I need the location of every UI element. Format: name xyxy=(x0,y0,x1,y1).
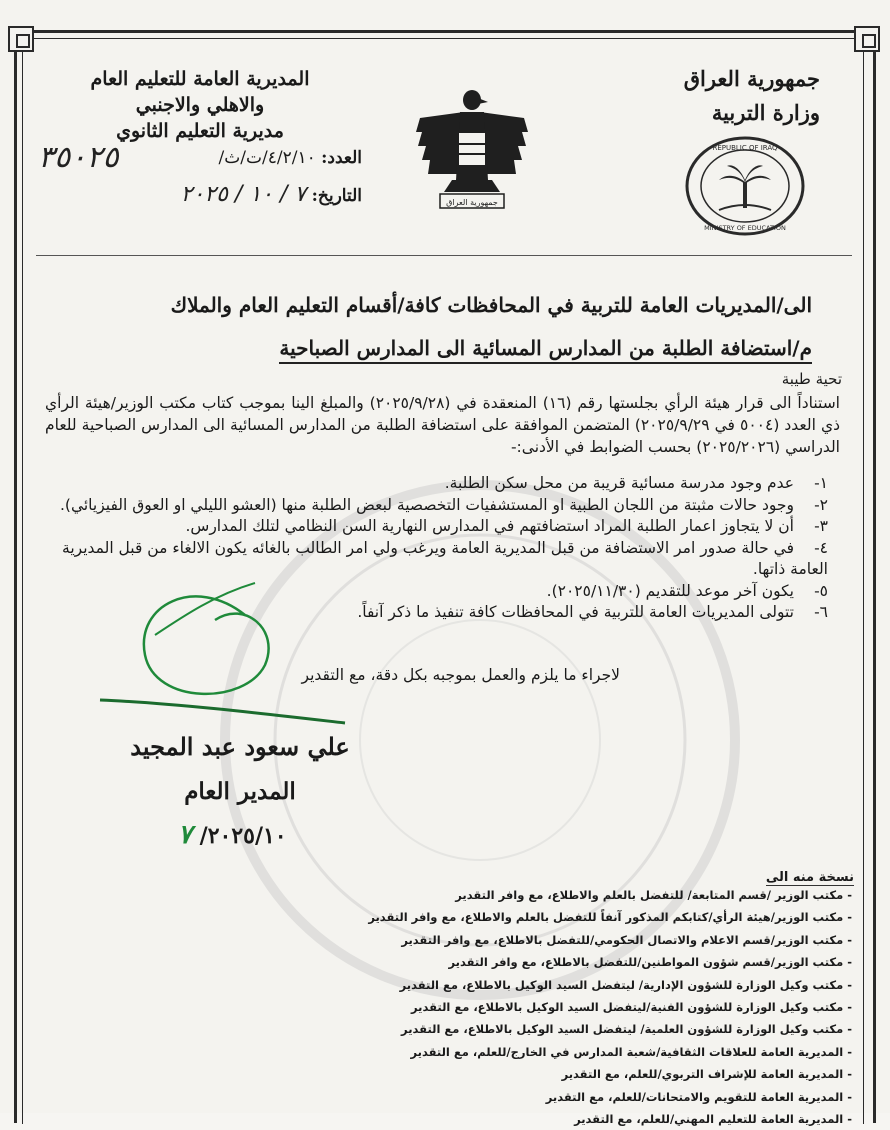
copy-recipient: - مكتب الوزير/قسم الاعلام والاتصال الحكومي/للتفضل بالاطلاع، مع وافر التقدير xyxy=(401,932,852,947)
closing-line: لاجراء ما يلزم والعمل بموجبه بكل دقة، مع التقدير xyxy=(301,666,620,684)
copy-recipient: - مكتب الوزير/قسم شؤون المواطنين/للتفضل بالاطلاع، مع وافر التقدير xyxy=(448,955,852,970)
directorate-line-2: والاهلي والاجنبي xyxy=(135,94,265,116)
copy-recipient: - مكتب وكيل الوزارة للشؤون الإدارية/ ليتفضل السيد الوكيل بالاطلاع، مع التقدير xyxy=(399,977,852,992)
handwritten-number: ٣٥٠٢٥ xyxy=(38,140,119,175)
condition-item: ٥-يكون آخر موعد للتقديم (٢٠٢٥/١١/٣٠). xyxy=(546,581,828,600)
reference-number-value: ٤/٢/١٠/ت/ث/ xyxy=(218,148,316,168)
signature-date xyxy=(178,820,287,850)
copy-recipient: - مكتب وكيل الوزارة للشؤون الفنية/ليتفضل السيد الوكيل بالاطلاع، مع التقدير xyxy=(410,1000,852,1015)
copy-recipient: - المديرية العامة للتقويم والامتحانات/للعلم، مع التقدير xyxy=(545,1089,852,1104)
copy-recipient: - المديرية العامة للعلاقات الثقافية/شعبة المدارس في الخارج/للعلم، مع التقدير xyxy=(410,1044,852,1059)
handwritten-signature-icon xyxy=(95,575,385,735)
reference-number-row xyxy=(219,148,362,168)
copy-recipient: - مكتب الوزير /قسم المتابعة/ للتفضل بالعلم والاطلاع، مع وافر التقدير xyxy=(455,888,852,902)
eagle-emblem-icon xyxy=(412,88,532,214)
condition-item: ٤-في حالة صدور امر الاستضافة من قبل المديرية العامة ويرغب ولي امر الطالب بالغائه يكون الالغاء من قبل المديرية العامة ذاتها. xyxy=(62,538,828,578)
signature-date-day: ٧ xyxy=(178,820,192,850)
seal-text-bottom: MINISTRY OF EDUCATION xyxy=(704,224,786,232)
ministry-name: وزارة التربية xyxy=(711,100,820,125)
copy-recipient: - المديرية العامة للتعليم المهني/للعلم، مع التقدير xyxy=(574,1112,852,1127)
reference-number-label: العدد: xyxy=(321,148,362,168)
condition-item: ٣-أن لا يتجاوز اعمار الطلبة المراد استضافتهم في المدارس النهارية السن النظامي لتلك المدارس. xyxy=(185,517,828,535)
reference-date-value: ٧ / ١٠ / ٢٠٢٥ xyxy=(180,182,307,207)
signatory-name: علي سعود عبد المجيد xyxy=(130,732,350,761)
copies-label: نسخة منه الى xyxy=(765,870,854,885)
signatory-title: المدير العام xyxy=(184,778,296,805)
condition-item: ٦-تتولى المديريات العامة للتربية في المحافظات كافة تنفيذ ما ذكر آنفاً. xyxy=(357,603,828,621)
ministry-seal-icon xyxy=(683,134,807,238)
condition-item: ١-عدم وجود مدرسة مسائية قريبة من محل سكن الطلبة. xyxy=(444,474,828,492)
corner-ornament-right xyxy=(854,26,880,52)
copy-recipient: - المديرية العامة للإشراف التربوي/للعلم، مع التقدير xyxy=(561,1067,852,1082)
addressee-line: الى/المديريات العامة للتربية في المحافظات كافة/أقسام التعليم العام والملاك xyxy=(170,293,812,317)
directorate-line-3: مديرية التعليم الثانوي xyxy=(116,120,284,142)
emblem-caption: جمهورية العراق xyxy=(446,198,498,207)
condition-item: ٢-وجود حالات مثبتة من اللجان الطبية او المستشفيات التخصصية لبعض الطلبة منها (العشو الليلي او العوق الفيزيائي). xyxy=(59,495,828,514)
copy-recipient: - مكتب وكيل الوزارة للشؤون العلمية/ ليتفضل السيد الوكيل بالاطلاع، مع التقدير xyxy=(401,1022,852,1037)
body-paragraph: استناداً الى قرار هيئة الرأي بجلستها رقم (١٦) المنعقدة في (٢٠٢٥/٩/٢٨) والمبلغ الينا بموجب كتاب مكتب الوزير/هيئة الرأي ذي العدد (٥٠٠٤ في ٢٠٢٥/٩/٢٩) المتضمن الموافقة على استضافة الطلبة من المدارس المسائية الى المدارس الصباحية للعام الدراسي (٢٠٢٥/٢٠٢٦) بحسب الضوابط في الأدنى:- xyxy=(45,394,841,456)
copy-recipient: - مكتب الوزير/هيئة الرأي/كتابكم المذكور آنفاً للتفضل بالعلم والاطلاع، مع وافر التقدير xyxy=(368,910,852,925)
subject-line: م/استضافة الطلبة من المدارس المسائية الى المدارس الصباحية xyxy=(279,336,812,364)
copies-list xyxy=(352,884,852,1130)
seal-text-top: REPUBLIC OF IRAQ xyxy=(712,144,778,152)
corner-ornament-left xyxy=(8,26,34,52)
header-directorate-block xyxy=(70,66,330,144)
reference-date-label: التاريخ: xyxy=(311,186,362,206)
signature-date-printed: ٢٠٢٥/١٠/ xyxy=(199,823,287,849)
header-divider xyxy=(36,255,852,256)
header-ministry-block xyxy=(620,62,820,130)
directorate-line-1: المديرية العامة للتعليم العام xyxy=(90,68,310,90)
reference-date-row xyxy=(181,182,362,207)
country-name: جمهورية العراق xyxy=(683,66,820,91)
greeting: تحية طيبة xyxy=(781,370,842,388)
